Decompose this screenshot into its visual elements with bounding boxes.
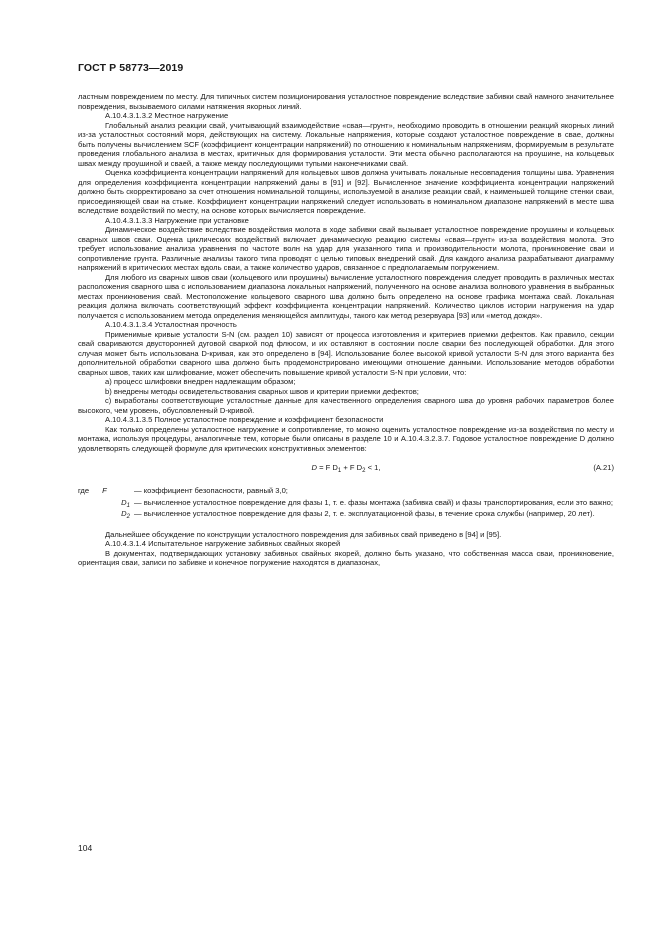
formula-block	[78, 458, 614, 480]
formula-part: < 1,	[365, 463, 381, 472]
legend-text: — вычисленное усталостное повреждение для фазы 2, т. е. эксплуатационной фазы, в течение срока службы (например, 20 лет).	[134, 509, 595, 518]
paragraph: Как только определены усталостное нагружение и сопротивление, то можно оценить усталостное повреждение из-за воздействия по месту и монтажа, используя процедуры, аналогичные тем, которые были описаны в разделе 10 и A.10.4.3.2.3.7. Годовое усталостное повреждение D должно удовлетворять следующей формуле для критических конструктивных элементов:	[78, 424, 614, 453]
paragraph: В документах, подтверждающих установку забивных свайных якорей, должно быть указано, что собственная масса сваи, проникновение, ориентация сваи, записи по забивке и конечное погружение находятся в диапазонах,	[78, 548, 614, 567]
paragraph: Применимые кривые усталости S-N (см. раздел 10) зависят от процесса изготовления и критериев приемки дефектов. Как правило, секции свай свариваются двусторонней дуговой сваркой под флюсом, и их оставляют в состоянии после сварки без последующей обработки. Для этого случая может быть использована D-кривая, как это определено в [94]. Использование более высокой кривой усталости S-N для этого варианта без дополнительной обработки сварного шва должно быть продемонстрировано имеющими отношение данными. Использование методов обработки сварных швов, таких как шлифование, может обеспечить повышение кривой усталости S-N при условии, что:	[78, 329, 614, 377]
legend-text: — коэффициент безопасности, равный 3,0;	[134, 486, 288, 495]
paragraph: ластным повреждением по месту. Для типичных систем позиционирования усталостное повреждение вследствие забивки свай намного значительнее повреждения, вызываемого силами натяжения якорных линий.	[78, 92, 614, 111]
list-item: b) внедрены методы освидетельствования сварных швов и критерии приемки дефектов;	[105, 386, 419, 396]
paragraph: Оценка коэффициента концентрации напряжений для кольцевых швов должна учитывать локальные несовпадения толщины шва. Уравнения для определения коэффициента концентрации напряжений даны в [91] и [92]. Вычисленное значение коэффициента концентрации напряжений должно быть скорректировано за счет отношения номинальной толщины, используемой в анализе реакции свай, к наименьшей толщине стенки сваи, присоединяющей сваи на стыке. Коэффициент концентрации напряжений следует использовать в номинальном диапазоне напряжений в месте шва вследствие воздействий по месту, на основе которых вычисляется повреждение.	[78, 168, 614, 215]
paragraph: Дальнейшее обсуждение по конструкции усталостного повреждения для забивных свай приведено в [94] и [95].	[105, 529, 502, 539]
formula-lhs: D	[311, 463, 317, 472]
legend-text: — вычисленное усталостное повреждение для фазы 1, т. е. фазы монтажа (забивка свай) и фазы транспортирования, если это важно;	[134, 497, 614, 507]
legend-symbol-subscript: 2	[126, 514, 130, 520]
legend-row	[78, 486, 614, 496]
section-heading: A.10.4.3.1.3.2 Местное нагружение	[105, 111, 229, 120]
paragraph: Динамическое воздействие вследствие воздействия молота в ходе забивки свай вызывает усталостное повреждение проушины и кольцевых сварных швов сваи. Оценка циклических воздействий включает динамическую реакцию системы «свая—грунт» из-за воздействия молота. Это требует использование анализа уравнения по частоте волн на удар для указанного типа и производительности молота, проникновение сваи и сопротивление грунта. Различные анализы такого типа проводят с целью типовых внедрений свай. Для каждого анализа разрабатывают диаграмму напряжений в критических местах вдоль сваи, а также количество ударов, связанное с предполагаемым погружением.	[78, 225, 614, 272]
formula-part: + F D	[341, 463, 363, 472]
formula-part: = F D	[317, 463, 338, 472]
list-item: c) выработаны соответствующие усталостные данные для качественного определения сварного шва до уровня рабочих параметров более высокого, чем уровень, обусловленный D-кривой.	[78, 396, 614, 415]
formula-number: (A.21)	[593, 463, 614, 472]
paragraph: Для любого из сварных швов сваи (кольцевого или проушины) вычисление усталостного повреждения следует проводить в различных местах расположения сварного шва с использованием диапазона локальных напряжений, полученного на основе анализа волнового уравнения в выбранных местах проникновения свай. Местоположение кольцевого сварного шва должно быть определено на основе графика монтажа свай. Локальная реакция должна включать соответствующий эффект коэффициента концентрации напряжений. Количество циклов истории нагружения на удар получается с использованием метода определения меняющейся амплитуды, такого как метод резервуара [93] или «метод дождя».	[78, 272, 614, 320]
legend-row	[78, 498, 614, 508]
document-header: ГОСТ Р 58773—2019	[78, 62, 184, 74]
formula	[78, 463, 614, 473]
legend-where-label: где	[78, 486, 90, 495]
page-number: 104	[78, 843, 93, 853]
section-heading: A.10.4.3.1.3.5 Полное усталостное повреждение и коэффициент безопасности	[105, 415, 384, 424]
legend-symbol-letter: D	[121, 497, 127, 507]
legend-symbol: F	[102, 486, 107, 495]
legend-symbol-letter: D	[121, 509, 127, 518]
legend-row	[78, 509, 614, 519]
legend-symbol	[78, 498, 134, 508]
legend-symbol-subscript: 1	[126, 502, 130, 509]
document-body	[78, 92, 614, 568]
section-heading: A.10.4.3.1.4 Испытательное нагружение забивных свайных якорей	[105, 539, 341, 548]
formula-subscript: 2	[362, 468, 366, 474]
legend-where	[78, 486, 130, 496]
section-heading: A.10.4.3.1.3.3 Нагружение при установке	[105, 215, 249, 225]
formula-subscript: 1	[337, 468, 342, 474]
list-item: a) процесс шлифовки внедрен надлежащим образом;	[105, 377, 296, 386]
paragraph: Глобальный анализ реакции свай, учитывающий взаимодействие «свая—грунт», необходимо проводить в отношении реакций якорных линий из-за усталостных состояний моря, действующих на систему. Локальные напряжения, которые создают усталостное повреждение в свае, должны быть получены вычислением SCF (коэффициент концентрации напряжений) по отношению к номинальным напряжениям, формируемым в результате проведения глобального анализа в местах, критичных для формирования усталости. Эти места обычно располагаются на проушине, на кольцевых швах между проушиной и сваей, а также между последующими тупыми наконечниками свай.	[78, 120, 614, 168]
legend-symbol	[78, 509, 134, 519]
formula-legend	[78, 486, 614, 519]
section-heading: A.10.4.3.1.3.4 Усталостная прочность	[105, 320, 237, 329]
